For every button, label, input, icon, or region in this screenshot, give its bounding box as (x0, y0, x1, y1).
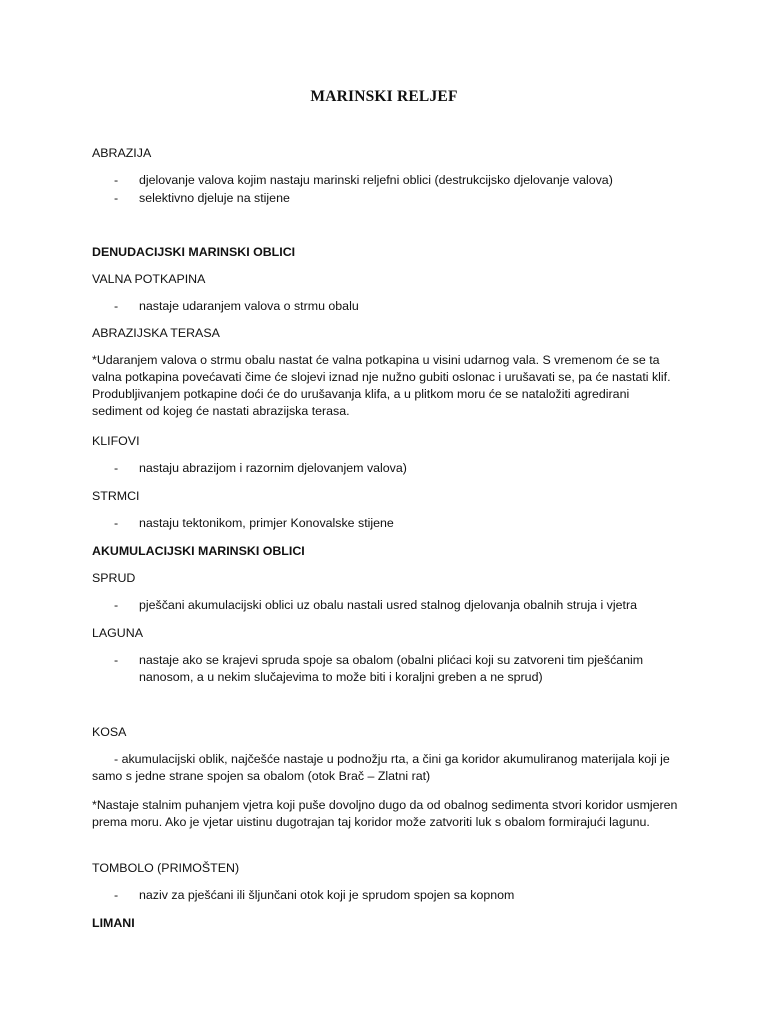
list-item (114, 460, 674, 477)
bullet-dash: - (114, 598, 119, 612)
heading-laguna: LAGUNA (92, 626, 143, 640)
bullet-dash: - (114, 888, 119, 902)
list-item-text: djelovanje valova kojim nastaju marinski reljefni oblici (destrukcijsko djelovanje valova) (139, 173, 613, 187)
list-item (114, 652, 674, 686)
list-item-text: selektivno djeluje na stijene (139, 191, 290, 205)
heading-strmci: STRMCI (92, 489, 140, 503)
list-item (114, 887, 674, 904)
paragraph-kosa-explanation: *Nastaje stalnim puhanjem vjetra koji puše dovoljno dugo da od obalnog sedimenta stvori koridor usmjeren prema moru. Ako je vjetar uistinu dugotrajan taj koridor može zatvoriti luk s obalom formirajući lagunu. (92, 798, 678, 829)
paragraph-abrazijska-terasa: *Udaranjem valova o strmu obalu nastat će valna potkapina u visini udarnog vala. S vremenom će se ta valna potkapina povećavati čime će slojevi iznad nje nužno gubiti oslonac i urušavati se, pa će nastati klif. Produbljivanjem potkapine doći će do urušavanja klifa, a u plitkom moru će se nataložiti agredirani sediment od kojeg će nastati abrazijska terasa. (92, 353, 671, 418)
page-title: MARINSKI RELJEF (310, 88, 458, 105)
bullet-dash: - (114, 173, 119, 187)
list-item-text: pješčani akumulacijski oblici uz obalu nastali usred stalnog djelovanja obalnih struja i vjetra (139, 598, 637, 612)
heading-abrazija: ABRAZIJA (92, 146, 152, 160)
heading-valna-potkapina: VALNA POTKAPINA (92, 272, 206, 286)
heading-klifovi: KLIFOVI (92, 434, 140, 448)
heading-tombolo: TOMBOLO (PRIMOŠTEN) (92, 861, 240, 875)
heading-limani: LIMANI (92, 916, 135, 930)
list-item (114, 515, 674, 532)
list-item (114, 298, 674, 315)
bullet-dash: - (114, 299, 119, 313)
bullet-dash: - (114, 516, 119, 530)
heading-abrazijska-terasa: ABRAZIJSKA TERASA (92, 326, 220, 340)
bullet-dash: - (114, 461, 119, 475)
list-item-text: nastaje ako se krajevi spruda spoje sa obalom (obalni plićaci koji su zatvoreni tim pješćanim nanosom, a u nekim slučajevima to može biti i koraljni greben a ne sprud) (139, 653, 644, 684)
heading-sprud: SPRUD (92, 571, 136, 585)
list-item (114, 190, 674, 207)
heading-denudacijski: DENUDACIJSKI MARINSKI OBLICI (92, 245, 296, 259)
bullet-dash: - (114, 191, 119, 205)
list-item-text: nastaju tektonikom, primjer Konovalske stijene (139, 516, 394, 530)
bullet-dash: - (114, 653, 119, 667)
list-item-text: naziv za pješćani ili šljunčani otok koji je sprudom spojen sa kopnom (139, 888, 515, 902)
list-item-text: nastaje udaranjem valova o strmu obalu (139, 299, 359, 313)
list-item (114, 172, 674, 189)
heading-kosa: KOSA (92, 725, 127, 739)
heading-akumulacijski: AKUMULACIJSKI MARINSKI OBLICI (92, 544, 305, 558)
list-item (114, 597, 674, 614)
paragraph-kosa-definition: - akumulacijski oblik, najčešće nastaje u podnožju rta, a čini ga koridor akumuliranog materijala koji je samo s jedne strane spojen sa obalom (otok Brač – Zlatni rat) (92, 752, 670, 783)
list-item-text: nastaju abrazijom i razornim djelovanjem valova) (139, 461, 407, 475)
